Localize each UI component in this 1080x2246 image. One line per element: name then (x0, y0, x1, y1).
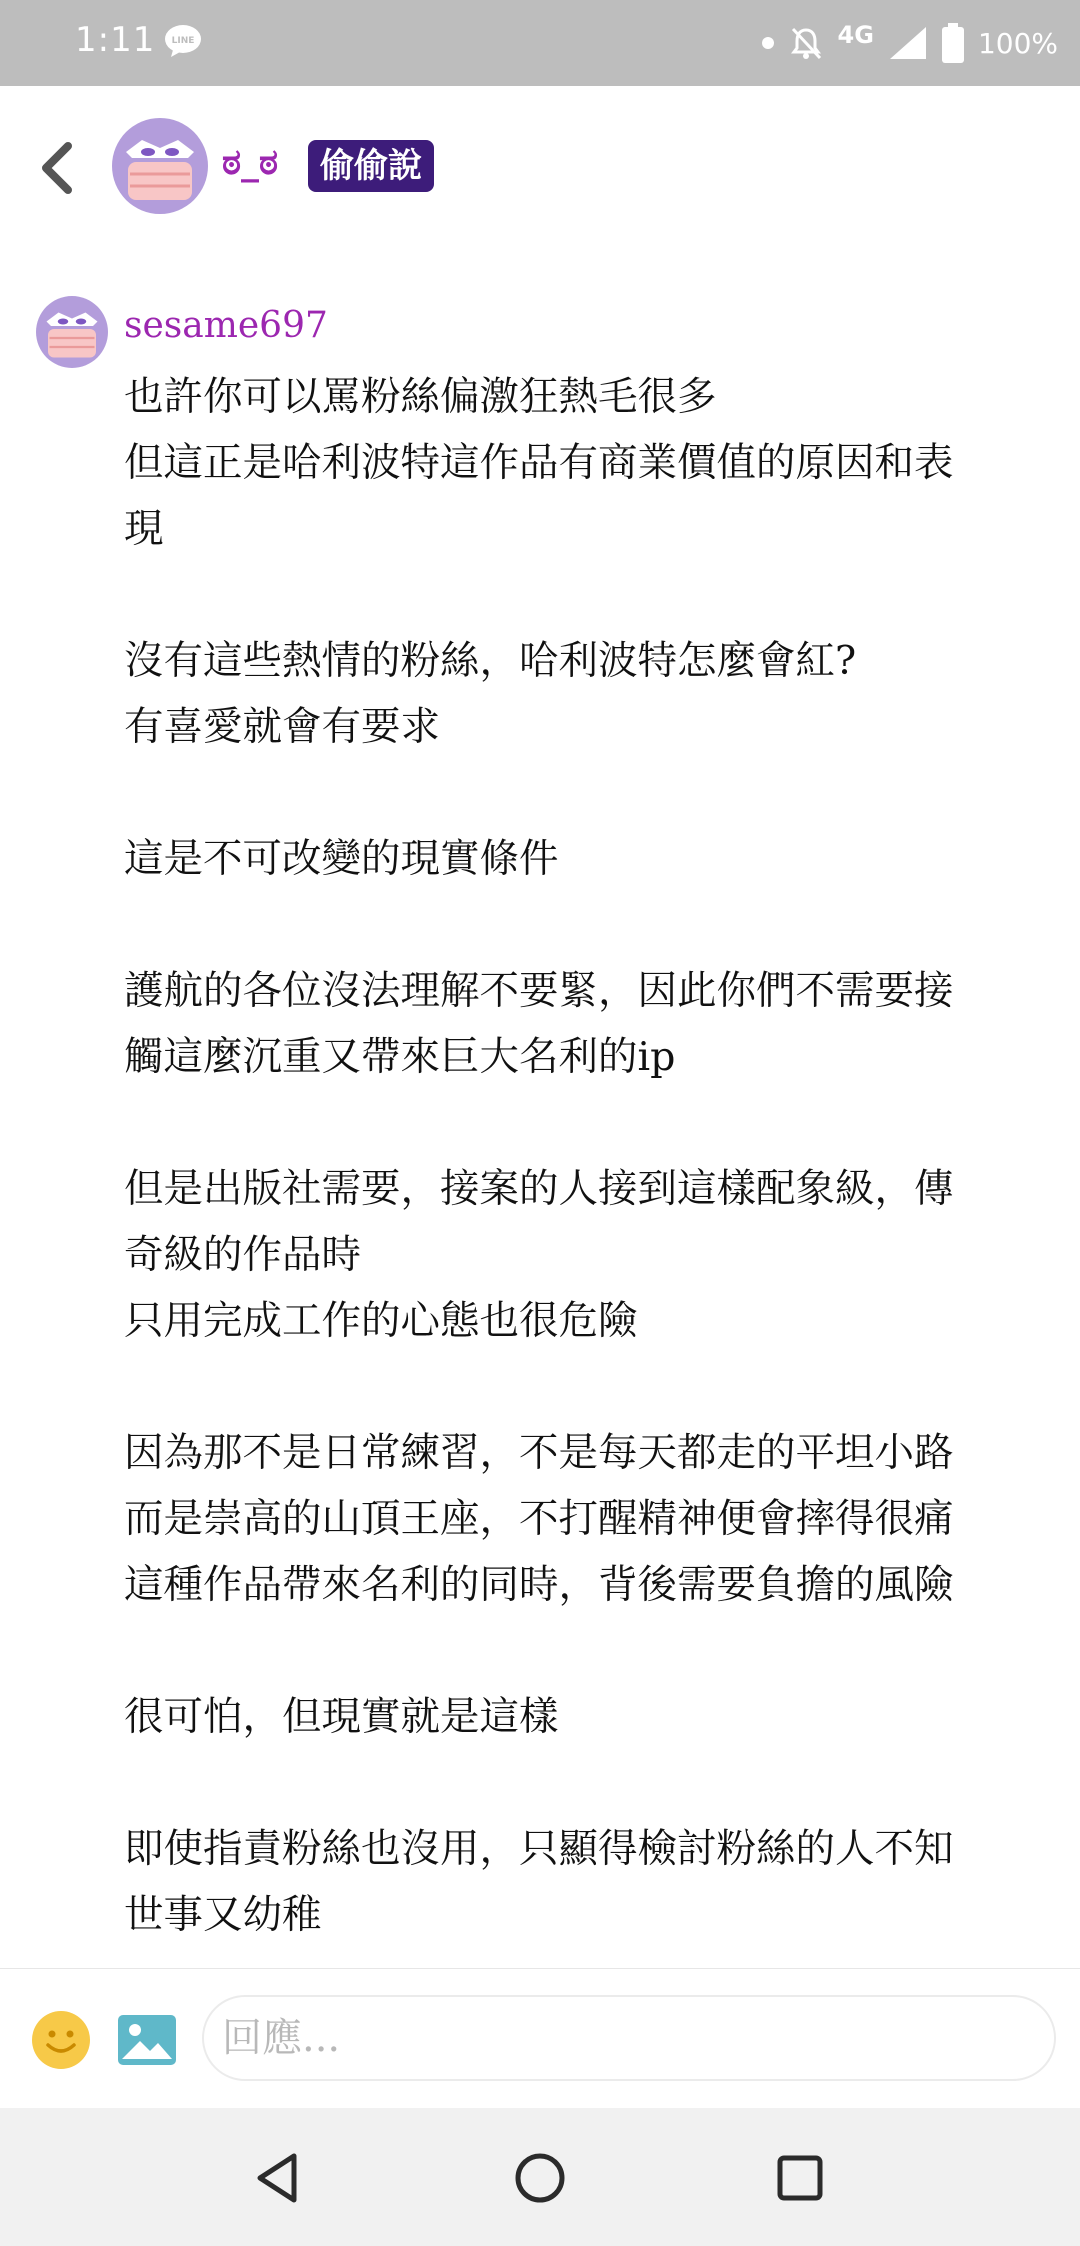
comment-line: 世事又幼稚 (124, 1892, 322, 1938)
comment-line: 護航的各位沒法理解不要緊，因此你們不需要接 (124, 968, 954, 1014)
comment-line: 只用完成工作的心態也很危險 (124, 1298, 638, 1344)
blank-line (124, 760, 1044, 826)
nav-home-icon[interactable] (510, 2148, 570, 2208)
signal-icon (888, 25, 928, 61)
status-time: 1:11 (75, 20, 156, 60)
comment-line: 因為那不是日常練習，不是每天都走的平坦小路 (124, 1430, 954, 1476)
reply-bar (0, 1968, 1080, 2109)
comment-line: 但這正是哈利波特這作品有商業價值的原因和表 (124, 440, 954, 486)
image-icon[interactable] (116, 2009, 178, 2071)
notification-dot-icon (762, 37, 774, 49)
comment-line: 現 (124, 506, 164, 552)
nav-back-icon[interactable] (250, 2148, 310, 2208)
comment-line: 這是不可改變的現實條件 (124, 836, 559, 882)
svg-text:LINE: LINE (171, 36, 195, 46)
comment-line: 但是出版社需要，接案的人接到這樣配象級，傳 (124, 1166, 954, 1212)
board-avatar[interactable] (112, 118, 208, 214)
nav-recent-apps-icon[interactable] (770, 2148, 830, 2208)
bell-off-icon (788, 25, 824, 61)
comment-line: 也許你可以罵粉絲偏激狂熱毛很多 (124, 374, 717, 420)
blank-line (124, 1090, 1044, 1156)
status-bar (0, 0, 1080, 86)
board-badge[interactable]: 偷偷說 (308, 140, 434, 192)
blank-line (124, 562, 1044, 628)
comment-body (124, 364, 1044, 1948)
comment-line: 觸這麼沉重又帶來巨大名利的ip (124, 1034, 676, 1080)
network-type: 4G (837, 21, 874, 49)
comment-line: 有喜愛就會有要求 (124, 704, 440, 750)
battery-percent: 100% (977, 26, 1058, 60)
board-title: ಠ_ಠ (222, 142, 279, 183)
comment-author[interactable]: sesame697 (124, 305, 328, 346)
back-chevron-icon[interactable] (30, 136, 86, 200)
author-avatar[interactable] (36, 296, 108, 368)
reply-input[interactable] (202, 1995, 1056, 2081)
line-app-icon (163, 24, 203, 58)
comment-line: 這種作品帶來名利的同時，背後需要負擔的風險 (124, 1562, 954, 1608)
blank-line (124, 1750, 1044, 1816)
comment-line: 沒有這些熱情的粉絲，哈利波特怎麼會紅? (124, 638, 857, 684)
blank-line (124, 1618, 1044, 1684)
post-header (0, 86, 1080, 246)
smiley-icon[interactable] (30, 2009, 92, 2071)
status-icons (762, 18, 1058, 68)
comment-line: 奇級的作品時 (124, 1232, 361, 1278)
comment-line: 即使指責粉絲也沒用，只顯得檢討粉絲的人不知 (124, 1826, 954, 1872)
system-nav-bar (0, 2108, 1080, 2246)
blank-line (124, 892, 1044, 958)
blank-line (124, 1354, 1044, 1420)
comment-line: 很可怕，但現實就是這樣 (124, 1694, 559, 1740)
comment-line: 而是崇高的山頂王座，不打醒精神便會摔得很痛 (124, 1496, 954, 1542)
battery-icon (942, 23, 964, 63)
